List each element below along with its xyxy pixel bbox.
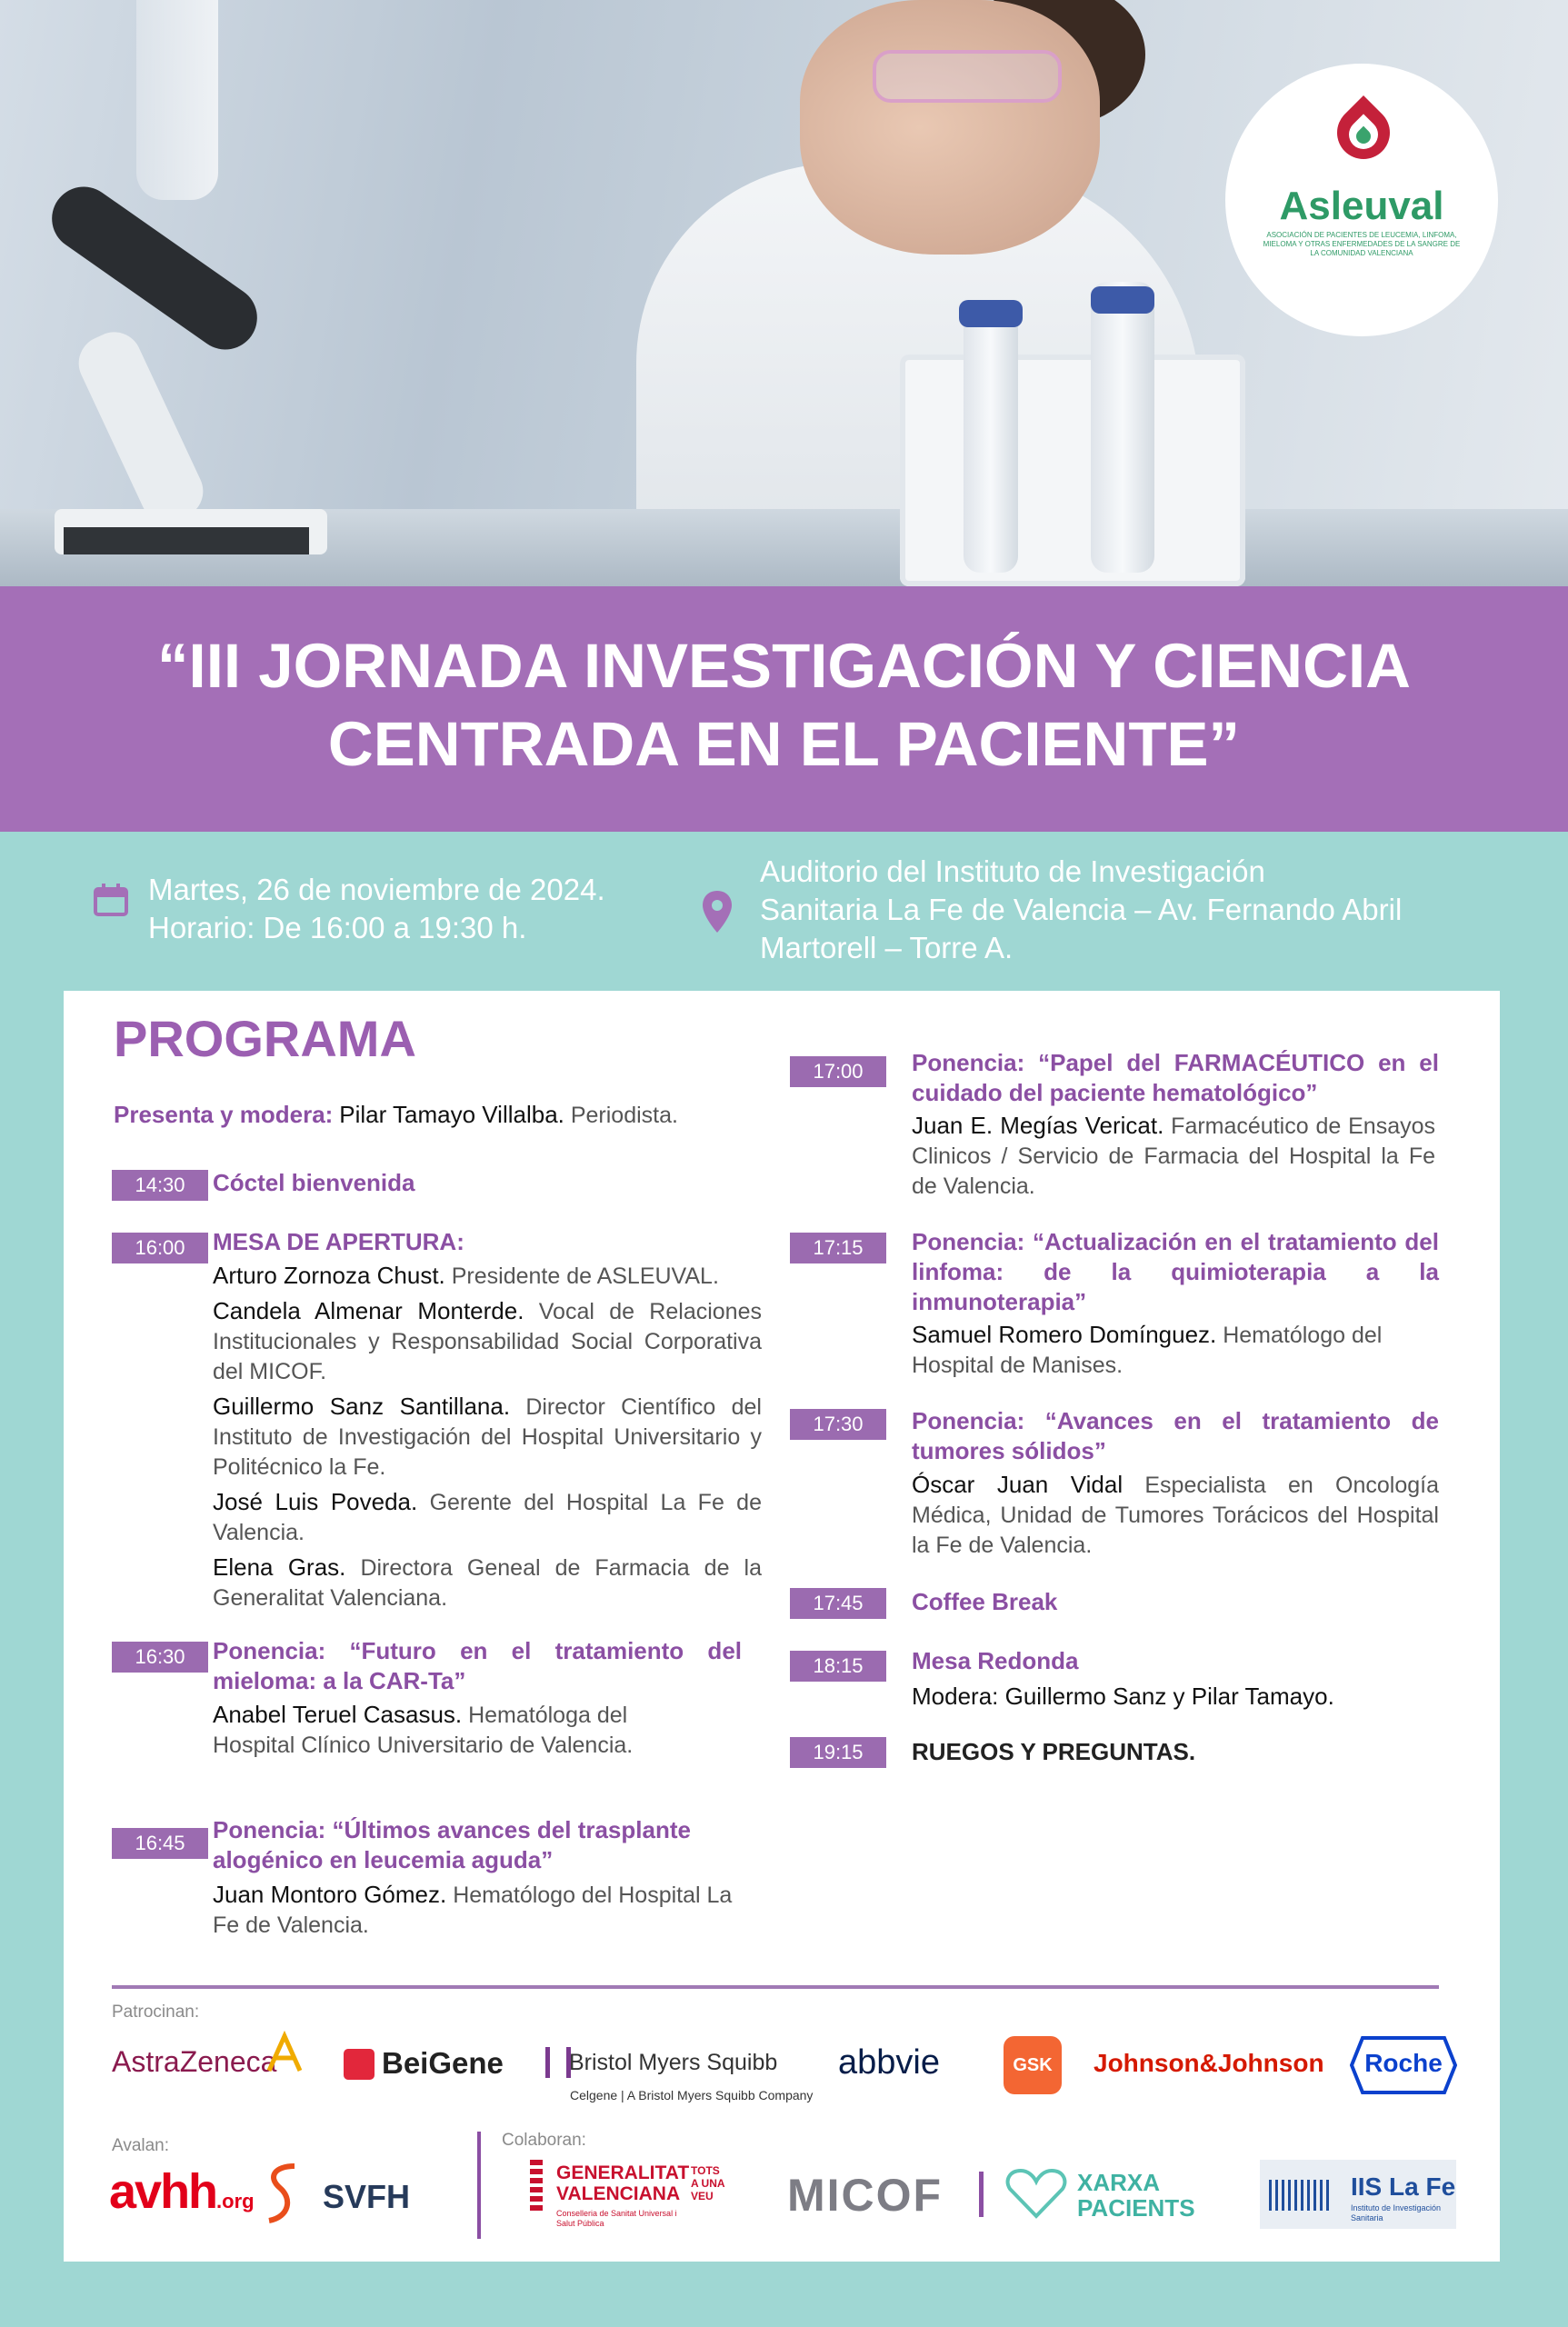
microscope-eyepiece xyxy=(39,175,269,362)
session-title: Mesa Redonda xyxy=(912,1647,1079,1674)
speaker-name: Anabel Teruel Casasus. xyxy=(213,1701,463,1728)
avhh-text: avhh xyxy=(109,2164,217,2219)
xarxa-line-1: XARXA xyxy=(1077,2169,1161,2196)
roche-label: Roche xyxy=(1364,2049,1443,2077)
person-entry xyxy=(213,1296,762,1387)
session-title: RUEGOS Y PREGUNTAS. xyxy=(912,1738,1196,1765)
time-badge: 19:15 xyxy=(790,1737,886,1768)
xarxa-line-2: PACIENTS xyxy=(1077,2194,1195,2222)
speaker-name: Óscar Juan Vidal xyxy=(912,1471,1124,1498)
person-entry xyxy=(213,1553,762,1613)
session-title: MESA DE APERTURA: xyxy=(213,1228,464,1255)
gsk-label: GSK xyxy=(1013,2055,1053,2075)
location-line-3: Martorell – Torre A. xyxy=(760,931,1014,964)
session-speaker xyxy=(912,1111,1435,1202)
iis-subtitle: Instituto de Investigación Sanitaria xyxy=(1351,2203,1442,2222)
person-role: Vocal de Relaciones Institucionales y Responsabilidad Social Corporativa del MICOF. xyxy=(213,1299,762,1384)
session-speaker xyxy=(912,1470,1439,1561)
person-entry xyxy=(213,1261,762,1292)
time-badge: 17:30 xyxy=(790,1409,886,1440)
title-line-1: “III JORNADA INVESTIGACIÓN Y CIENCIA xyxy=(157,631,1411,701)
location-info xyxy=(760,853,1478,967)
speaker-role: Hematólogo del Hospital de Manises. xyxy=(912,1323,1383,1378)
pipette-cap xyxy=(959,300,1023,327)
logo-name: Asleuval xyxy=(1279,184,1444,228)
speaker-name: Juan E. Megías Vericat. xyxy=(912,1112,1164,1139)
person-name: Elena Gras. xyxy=(213,1553,346,1581)
person-name: Guillermo Sanz Santillana. xyxy=(213,1393,511,1420)
gva-subtitle: Conselleria de Sanitat Universal i Salut Pública xyxy=(556,2209,677,2228)
time-badge: 14:30 xyxy=(112,1170,208,1201)
location-pin-icon xyxy=(700,889,734,934)
endorse-label: Avalan: xyxy=(112,2136,170,2155)
session-speaker xyxy=(213,1880,758,1941)
person-role: Directora Geneal de Farmacia de la Generalitat Valenciana. xyxy=(213,1555,762,1611)
gva-crest-icon xyxy=(530,2160,543,2214)
person-name: José Luis Poveda. xyxy=(213,1488,418,1515)
pipette xyxy=(964,300,1018,573)
gva-logo xyxy=(556,2162,689,2204)
microscope-stage xyxy=(64,527,309,554)
gsk-logo xyxy=(1004,2036,1062,2094)
session-title: Ponencia: “Actualización en el tratamiento del linfoma: de la quimioterapia a la inmunoterapia” xyxy=(912,1228,1439,1315)
divider-line xyxy=(477,2132,481,2239)
sponsors-label: Patrocinan: xyxy=(112,2002,200,2022)
presenter-line xyxy=(114,1100,768,1131)
presenter-label: Presenta y modera: xyxy=(114,1101,334,1128)
beigene-logo: BeiGene xyxy=(382,2046,504,2080)
microscope-arm xyxy=(70,324,212,532)
title-line-2: CENTRADA EN EL PACIENTE” xyxy=(327,709,1241,779)
program-heading: PROGRAMA xyxy=(114,1010,416,1067)
session-title: Ponencia: “Avances en el tratamiento de tumores sólidos” xyxy=(912,1407,1439,1464)
asleuval-logo xyxy=(1225,64,1498,336)
astrazeneca-logo: AstraZeneca xyxy=(112,2045,277,2078)
time-badge: 17:15 xyxy=(790,1233,886,1263)
svfh-symbol-icon xyxy=(262,2161,302,2226)
session-people xyxy=(213,1261,762,1613)
session-speaker xyxy=(912,1320,1439,1381)
time-badge: 16:45 xyxy=(112,1828,208,1859)
speaker-name: Samuel Romero Domínguez. xyxy=(912,1321,1217,1348)
location-line-2: Sanitaria La Fe de Valencia – Av. Fernando Abril xyxy=(760,893,1403,926)
safety-glasses xyxy=(873,50,1062,103)
speaker-role: Hematóloga del Hospital Clínico Universitario de Valencia. xyxy=(213,1703,634,1758)
session-detail xyxy=(912,1682,1334,1713)
session-title: Ponencia: “Futuro en el tratamiento del mieloma: a la CAR-Ta” xyxy=(213,1637,742,1694)
person-name: Candela Almenar Monterde. xyxy=(213,1297,524,1324)
session-title: Ponencia: “Últimos avances del trasplante alogénico en leucemia aguda” xyxy=(213,1816,691,1873)
person-name: Arturo Zornoza Chust. xyxy=(213,1262,445,1289)
session-title: Cóctel bienvenida xyxy=(213,1169,415,1196)
time-badge: 16:00 xyxy=(112,1233,208,1263)
presenter-name: Pilar Tamayo Villalba. xyxy=(339,1101,564,1128)
gva-line-2: VALENCIANA xyxy=(556,2183,681,2204)
bottle-shape xyxy=(136,0,218,200)
speaker-role: Especialista en Oncología Médica, Unidad de Tumores Torácicos del Hospital la Fe de Valencia. xyxy=(912,1473,1440,1558)
session-title: Ponencia: “Papel del FARMACÉUTICO en el cuidado del paciente hematológico” xyxy=(912,1049,1439,1106)
svfh-logo: SVFH xyxy=(323,2178,411,2215)
event-title xyxy=(91,627,1477,784)
jnj-logo: Johnson&Johnson xyxy=(1094,2049,1324,2077)
location-line-1: Auditorio del Instituto de Investigación xyxy=(760,854,1265,888)
speaker-role: Farmacéutico de Ensayos Clinicos / Servicio de Farmacia del Hospital la Fe de Valencia. xyxy=(912,1114,1436,1199)
micof-divider xyxy=(979,2172,984,2217)
session-title: Coffee Break xyxy=(912,1588,1058,1615)
moderators: Modera: Guillermo Sanz y Pilar Tamayo. xyxy=(912,1683,1334,1710)
bms-sublogo: Celgene | A Bristol Myers Squibb Company xyxy=(570,2088,814,2102)
micof-logo: MICOF xyxy=(787,2170,944,2221)
person-role: Gerente del Hospital La Fe de Valencia. xyxy=(213,1490,762,1545)
avhh-logo xyxy=(109,2163,255,2220)
logo-subtitle: ASOCIACIÓN DE PACIENTES DE LEUCEMIA, LINFOMA, MIELOMA Y OTRAS ENFERMEDADES DE LA SANGRE DE LA COMUNIDAD VALENCIANA xyxy=(1263,231,1461,257)
time-badge: 17:00 xyxy=(790,1056,886,1087)
beigene-mark-icon xyxy=(344,2049,375,2080)
iis-name: IIS La Fe xyxy=(1351,2172,1456,2201)
person-role: Director Científico del Instituto de Investigación del Hospital Universitario y Politécnico la Fe. xyxy=(213,1394,762,1480)
pipette-cap xyxy=(1091,286,1154,314)
astrazeneca-symbol-icon xyxy=(264,2031,305,2076)
gva-tagline: TOTS A UNA VEU xyxy=(691,2164,725,2202)
collab-label: Colaboran: xyxy=(502,2131,586,2150)
bms-logo: Bristol Myers Squibb xyxy=(569,2050,778,2075)
xarxa-logo xyxy=(1077,2170,1195,2221)
xarxa-heart-icon xyxy=(1004,2167,1068,2220)
person-entry xyxy=(213,1487,762,1548)
gva-line-1: GENERALITAT xyxy=(556,2162,690,2183)
speaker-role: Hematólogo del Hospital La Fe de Valencia. xyxy=(213,1883,733,1938)
speaker-name: Juan Montoro Gómez. xyxy=(213,1881,447,1908)
bms-mark-icon xyxy=(545,2047,571,2078)
calendar-icon xyxy=(94,884,128,916)
separator-line xyxy=(112,1985,1439,1989)
abbvie-logo: abbvie xyxy=(838,2043,940,2082)
pipette xyxy=(1091,282,1154,573)
time-badge: 16:30 xyxy=(112,1642,208,1673)
event-date: Martes, 26 de noviembre de 2024. xyxy=(148,873,605,906)
iis-logo xyxy=(1260,2160,1456,2229)
event-schedule: Horario: De 16:00 a 19:30 h. xyxy=(148,911,527,944)
date-info xyxy=(148,871,675,947)
presenter-role: Periodista. xyxy=(570,1103,678,1128)
iis-building-icon xyxy=(1269,2180,1331,2211)
pipette-rack xyxy=(900,355,1245,586)
session-speaker xyxy=(213,1700,704,1761)
avhh-suffix: .org xyxy=(216,2190,255,2212)
time-badge: 17:45 xyxy=(790,1588,886,1619)
scientist-head xyxy=(800,0,1100,255)
person-role: Presidente de ASLEUVAL. xyxy=(451,1263,719,1289)
person-entry xyxy=(213,1392,762,1483)
time-badge: 18:15 xyxy=(790,1651,886,1682)
